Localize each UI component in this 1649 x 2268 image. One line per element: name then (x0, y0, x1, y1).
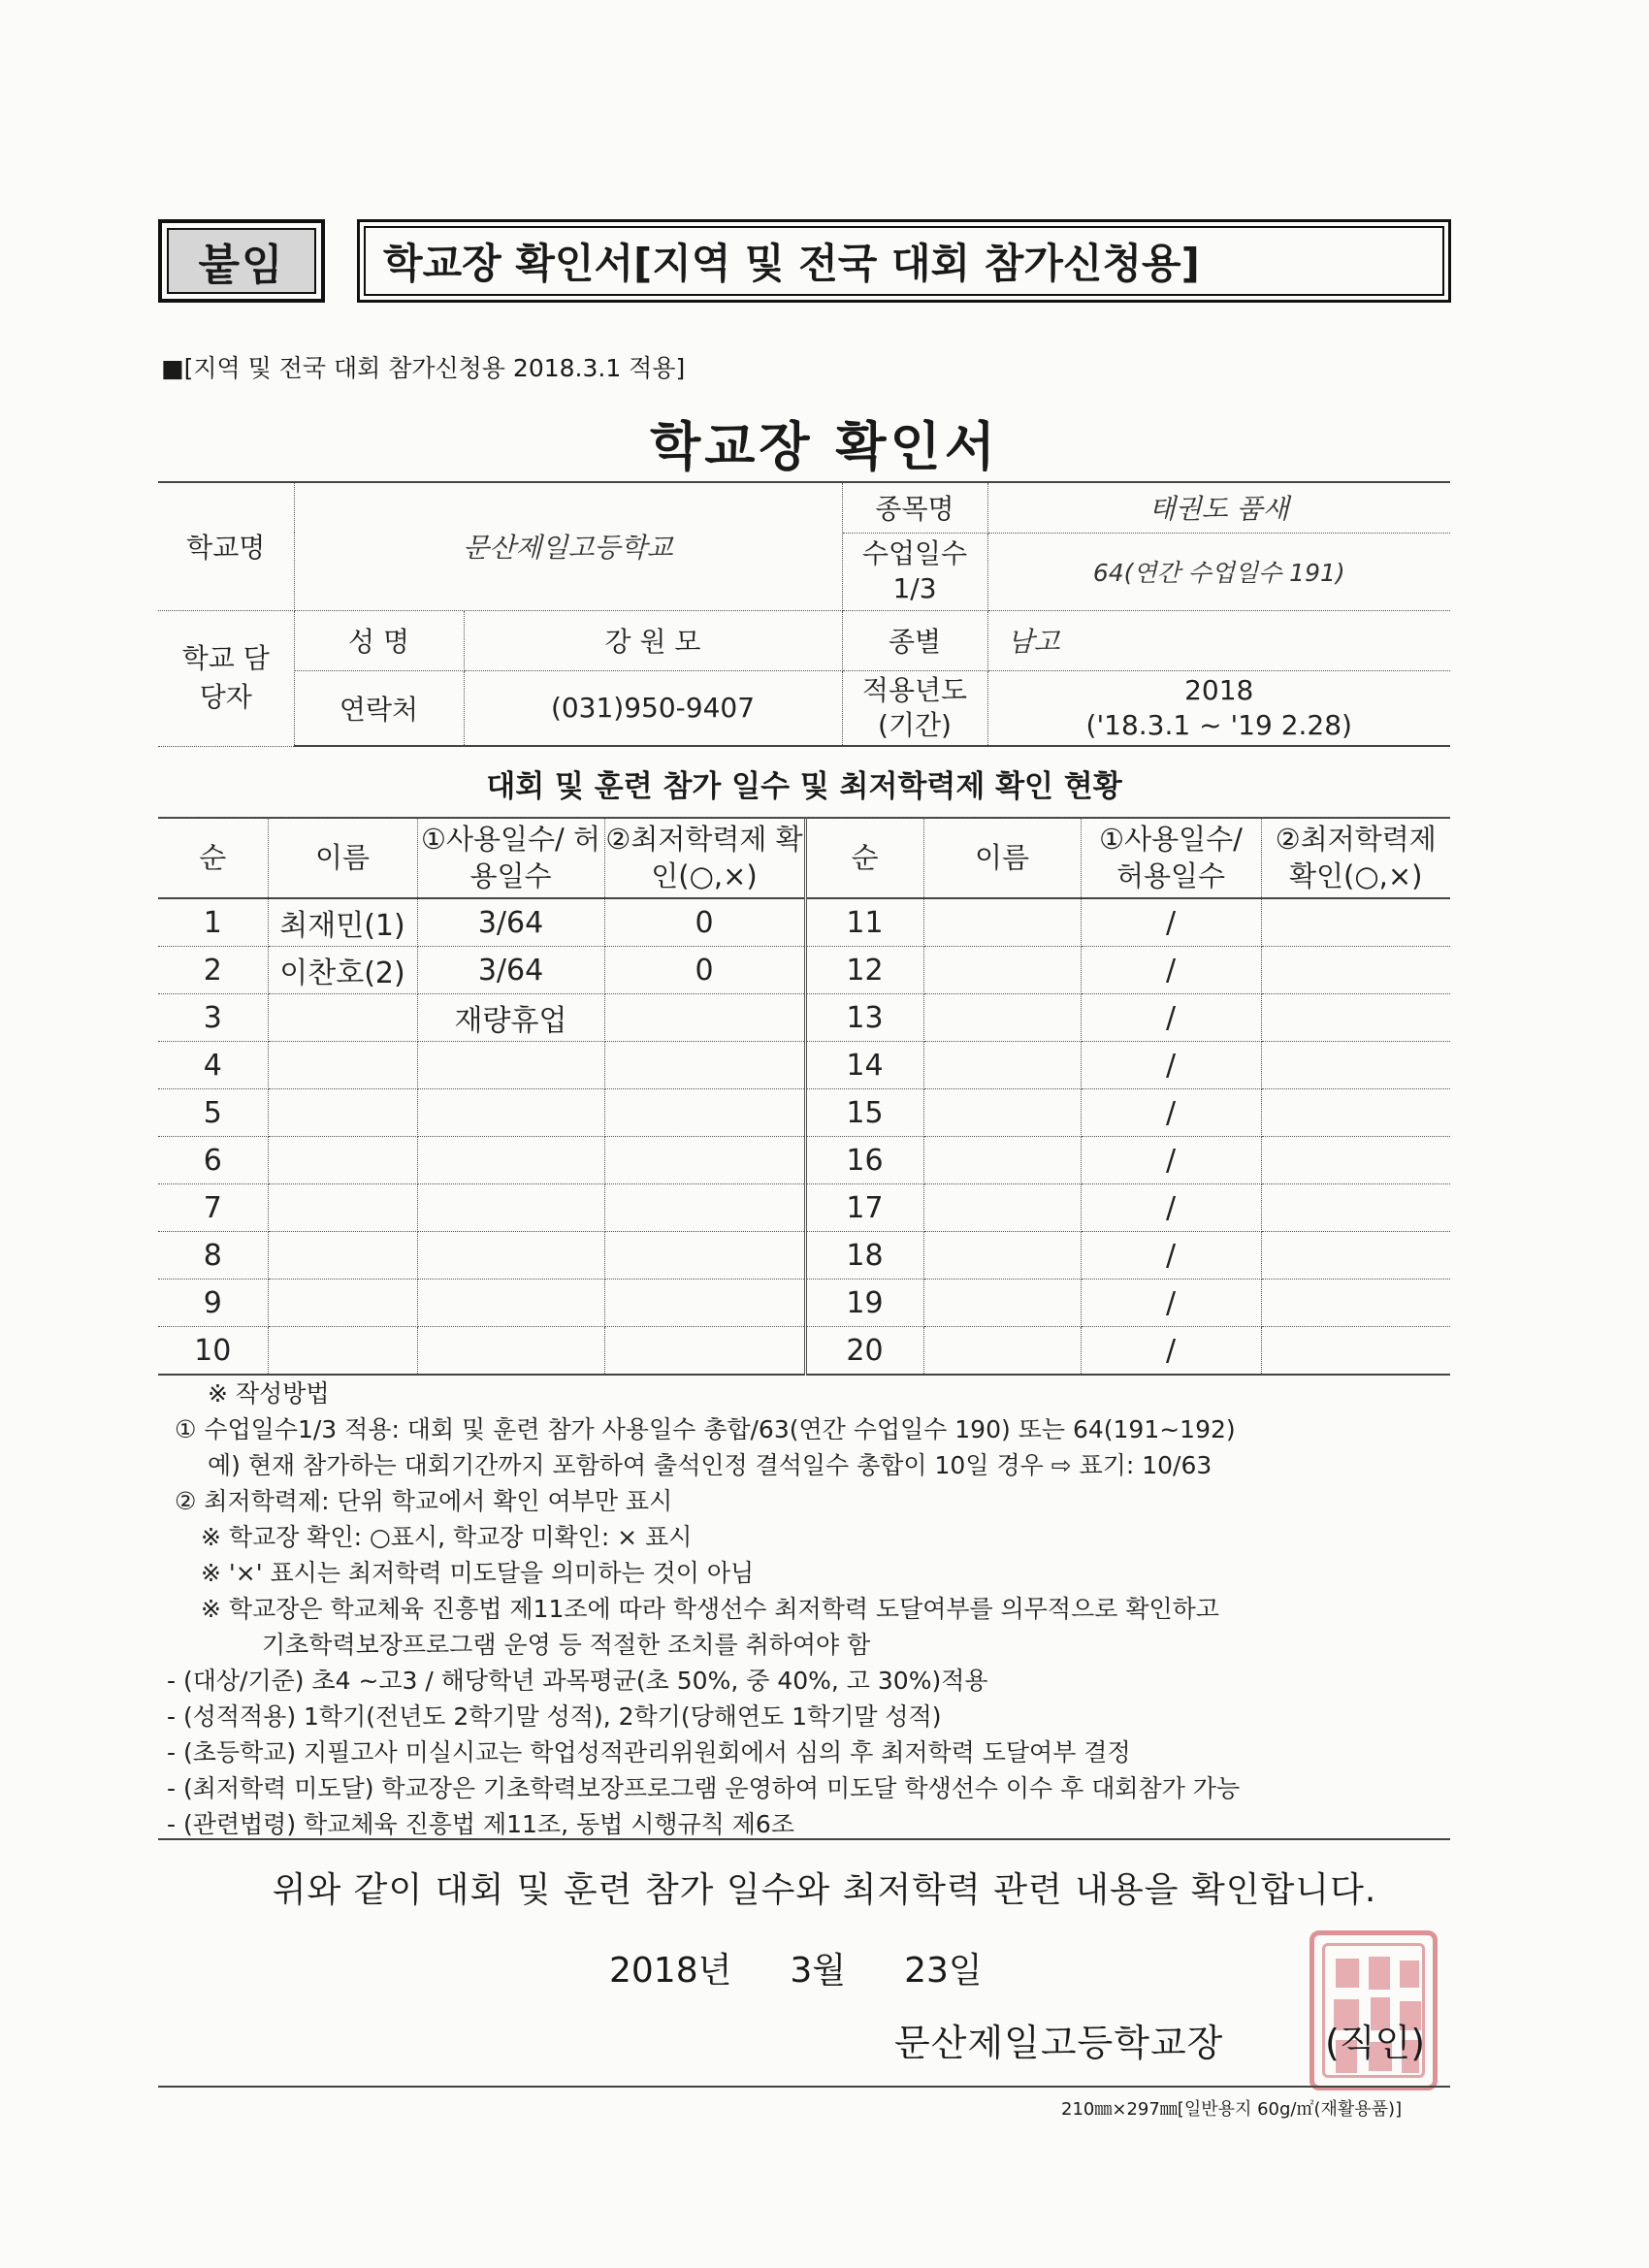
cell-check (1261, 1327, 1450, 1376)
cell-days: / (1081, 1042, 1261, 1089)
cell-check (1261, 898, 1450, 947)
cell-name (923, 1089, 1081, 1137)
col-name: 이름 (923, 818, 1081, 899)
section-title: 대회 및 훈련 참가 일수 및 최저학력제 확인 현황 (158, 749, 1450, 819)
roster-row (158, 947, 1450, 994)
cell-no: 2 (158, 947, 268, 994)
cell-check (604, 1327, 805, 1376)
instruction-line: ※ 학교장은 학교체육 진흥법 제11조에 따라 학생선수 최저학력 도달여부를 의무적으로 확인하고 (201, 1595, 1219, 1623)
school-info-table (158, 481, 1450, 747)
instruction-line: - (관련법령) 학교체육 진흥법 제11조, 동법 시행규칙 제6조 (167, 1810, 794, 1838)
cell-name: 이찬호(2) (268, 947, 417, 994)
cell-name (268, 1280, 417, 1327)
roster-row (158, 1232, 1450, 1280)
instruction-line: ② 최저학력제: 단위 학교에서 확인 여부만 표시 (175, 1487, 673, 1515)
cell-no: 20 (805, 1327, 923, 1376)
instruction-line: ※ 학교장 확인: ○표시, 학교장 미확인: × 표시 (201, 1523, 693, 1551)
cell-days (417, 1137, 604, 1184)
col-no: 순 (805, 818, 923, 899)
cell-check (604, 1089, 805, 1137)
contact-label: 연락처 (294, 670, 464, 746)
roster-table (158, 817, 1450, 1376)
cell-check (604, 1280, 805, 1327)
instruction-line: - (성적적용) 1학기(전년도 2학기말 성적), 2학기(당해연도 1학기말 성적) (167, 1702, 942, 1731)
cell-no: 15 (805, 1089, 923, 1137)
instruction-line: - (초등학교) 지필고사 미실시교는 학업성적관리위원회에서 심의 후 최저학력 도달여부 결정 (167, 1738, 1131, 1766)
cell-days (417, 1280, 604, 1327)
cell-days: / (1081, 898, 1261, 947)
cell-check (1261, 1232, 1450, 1280)
col-check: ②최저학력제 확인(○,×) (604, 818, 805, 899)
cell-check (1261, 1089, 1450, 1137)
cell-name: 최재민(1) (268, 898, 417, 947)
date-year: 2018년 (609, 1951, 732, 1991)
instruction-line: ① 수업일수1/3 적용: 대회 및 훈련 참가 사용일수 총합/63(연간 수업일수 190) 또는 64(191~192) (175, 1415, 1236, 1443)
cell-days: / (1081, 1280, 1261, 1327)
roster-row (158, 1089, 1450, 1137)
year-cell (987, 670, 1450, 746)
school-name-value: 문산제일고등학교 (294, 482, 842, 610)
cell-days: / (1081, 1137, 1261, 1184)
roster-row (158, 1327, 1450, 1376)
cell-days: / (1081, 1184, 1261, 1232)
cell-name (923, 1184, 1081, 1232)
cell-name (923, 1232, 1081, 1280)
roster-row (158, 1280, 1450, 1327)
school-name-label: 학교명 (158, 482, 294, 610)
col-days: ①사용일수/ 허용일수 (1081, 818, 1261, 899)
cell-check (604, 1042, 805, 1089)
notes-divider (158, 1838, 1450, 1840)
cell-name (923, 1280, 1081, 1327)
period-value: ('18.3.1 ~ '19 2.28) (1085, 708, 1352, 741)
col-days: ①사용일수/ 허용일수 (417, 818, 604, 899)
gender-label: 종별 (842, 610, 987, 670)
cell-no: 13 (805, 994, 923, 1042)
cell-no: 12 (805, 947, 923, 994)
cell-days (417, 1327, 604, 1376)
cell-check (604, 994, 805, 1042)
col-check: ②최저학력제 확인(○,×) (1261, 818, 1450, 899)
cell-check (1261, 994, 1450, 1042)
attachment-tag-text: 붙임 (198, 241, 285, 290)
cell-name (923, 1042, 1081, 1089)
roster-row (158, 898, 1450, 947)
cell-check: 0 (604, 947, 805, 994)
document-title: 학교장 확인서 (650, 416, 999, 477)
cell-name (923, 994, 1081, 1042)
cell-no: 18 (805, 1232, 923, 1280)
paper-spec: 210㎜×297㎜[일반용지 60g/㎡(재활용품)] (1061, 2099, 1403, 2120)
cell-check (1261, 1042, 1450, 1089)
cell-name (268, 1137, 417, 1184)
cell-no: 7 (158, 1184, 268, 1232)
cell-no: 11 (805, 898, 923, 947)
cell-days: / (1081, 1327, 1261, 1376)
cell-check (1261, 1280, 1450, 1327)
cell-no: 8 (158, 1232, 268, 1280)
cell-name (268, 994, 417, 1042)
instructions-title: ※ 작성방법 (208, 1379, 330, 1408)
col-no: 순 (158, 818, 268, 899)
cell-no: 14 (805, 1042, 923, 1089)
footer-divider (158, 2086, 1450, 2088)
attachment-tag (158, 219, 325, 303)
cell-no: 5 (158, 1089, 268, 1137)
cell-no: 9 (158, 1280, 268, 1327)
class-days-value: 64(연간 수업일수 191) (987, 533, 1450, 610)
col-name: 이름 (268, 818, 417, 899)
cell-days (417, 1089, 604, 1137)
cell-no: 6 (158, 1137, 268, 1184)
date-day: 23일 (904, 1951, 983, 1991)
class-days-label: 수업일수 1/3 (842, 533, 987, 610)
cell-days (417, 1042, 604, 1089)
instruction-line: - (대상/기준) 초4 ~고3 / 해당학년 과목평균(초 50%, 중 40%, 고 30%)적용 (167, 1667, 988, 1695)
gender-value: 남고 (987, 610, 1450, 670)
cell-days (417, 1232, 604, 1280)
cell-check: 0 (604, 898, 805, 947)
cell-no: 1 (158, 898, 268, 947)
cell-name (923, 1137, 1081, 1184)
issue-date (609, 1943, 983, 1993)
cell-no: 3 (158, 994, 268, 1042)
event-value: 태권도 품새 (987, 482, 1450, 533)
roster-row (158, 1137, 1450, 1184)
instruction-line: - (최저학력 미도달) 학교장은 기초학력보장프로그램 운영하여 미도달 학생선수 이수 후 대회참가 가능 (167, 1774, 1241, 1802)
cell-no: 10 (158, 1327, 268, 1376)
instruction-line: 기초학력보장프로그램 운영 등 적절한 조치를 취하여야 함 (262, 1631, 871, 1659)
staff-label: 학교 담당자 (158, 610, 294, 746)
cell-name (268, 1327, 417, 1376)
year-label: 적용년도 (기간) (842, 670, 987, 746)
issuer-name: 문산제일고등학교장 (894, 2022, 1224, 2064)
cell-name (268, 1042, 417, 1089)
cell-days: / (1081, 1232, 1261, 1280)
cell-name (923, 898, 1081, 947)
cell-check (1261, 1137, 1450, 1184)
roster-header-row (158, 818, 1450, 899)
cell-name (268, 1232, 417, 1280)
cell-days: 재량휴업 (417, 994, 604, 1042)
roster-body (158, 818, 1450, 1376)
cell-check (604, 1232, 805, 1280)
event-label: 종목명 (842, 482, 987, 533)
instruction-line: 예) 현재 참가하는 대회기간까지 포함하여 출석인정 결석일수 총합이 10일 경우 ⇨ 표기: 10/63 (208, 1451, 1212, 1479)
official-seal (1310, 1930, 1438, 2090)
cell-name (923, 947, 1081, 994)
cell-check (1261, 947, 1450, 994)
name-label: 성 명 (294, 610, 464, 670)
cell-no: 19 (805, 1280, 923, 1327)
date-month: 3월 (790, 1951, 847, 1991)
cell-no: 16 (805, 1137, 923, 1184)
cell-days: / (1081, 994, 1261, 1042)
seal-mark-label: (직인) (1325, 2022, 1426, 2064)
instruction-line: ※ '×' 표시는 최저학력 미도달을 의미하는 것이 아님 (201, 1559, 755, 1587)
headline-text: 학교장 확인서[지역 및 전국 대회 참가신청용] (383, 240, 1200, 287)
name-value: 강 원 모 (464, 610, 842, 670)
cell-check (1261, 1184, 1450, 1232)
cell-days: 3/64 (417, 947, 604, 994)
cell-days (417, 1184, 604, 1232)
cell-name (923, 1327, 1081, 1376)
form-subnote: ■[지역 및 전국 대회 참가신청용 2018.3.1 적용] (161, 354, 686, 382)
cell-no: 4 (158, 1042, 268, 1089)
cell-days: / (1081, 1089, 1261, 1137)
cell-days: 3/64 (417, 898, 604, 947)
cell-no: 17 (805, 1184, 923, 1232)
headline-box (357, 219, 1451, 303)
year-value: 2018 (1184, 673, 1254, 706)
roster-row (158, 994, 1450, 1042)
roster-row (158, 1184, 1450, 1232)
cell-name (268, 1184, 417, 1232)
roster-row (158, 1042, 1450, 1089)
cell-name (268, 1089, 417, 1137)
confirmation-statement: 위와 같이 대회 및 훈련 참가 일수와 최저학력 관련 내용을 확인합니다. (272, 1870, 1377, 1910)
cell-days: / (1081, 947, 1261, 994)
cell-check (604, 1184, 805, 1232)
contact-value: (031)950-9407 (464, 670, 842, 746)
instructions (167, 1376, 1465, 1842)
cell-check (604, 1137, 805, 1184)
